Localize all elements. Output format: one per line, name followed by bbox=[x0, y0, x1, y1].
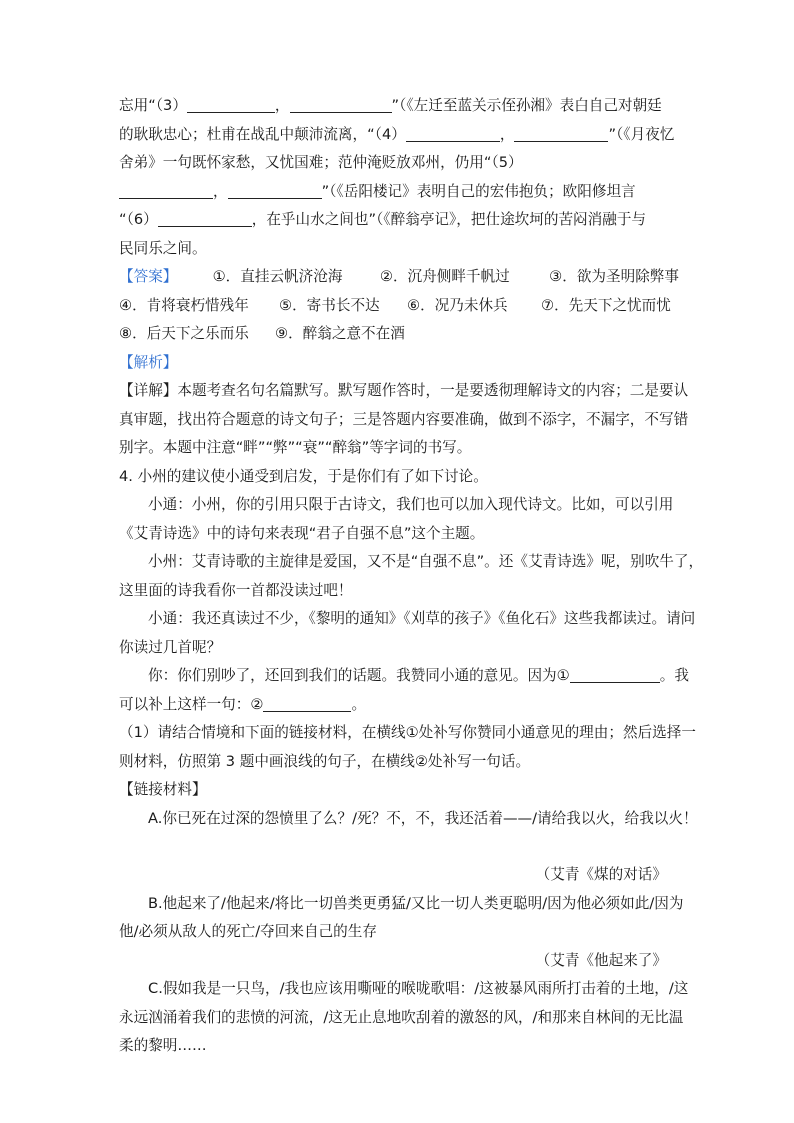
dialogue-line: 小通：我还真读过不少，《黎明的通知》《刈草的孩子》《鱼化石》这些我都读过。请问 bbox=[148, 610, 696, 627]
answer-blank-5b[interactable] bbox=[228, 181, 322, 199]
passage-text: “（6） bbox=[119, 211, 158, 228]
answer-item: ⑧．后天下之乐而乐 bbox=[119, 325, 249, 342]
dialogue-text: 。 bbox=[351, 695, 367, 713]
analysis-detail: 【详解】本题考查名句名篇默写。默写题作答时，一是要透彻理解诗文的内容；二是要认 bbox=[119, 382, 689, 399]
material-c: 永远汹涌着我们的悲愤的河流，/这无止息地吹刮着的激怒的风，/和那来自林间的无比温 bbox=[119, 1008, 684, 1026]
passage-text: ”（《左迁至蓝关示侄孙湘》表白自己对朝廷 bbox=[391, 97, 662, 114]
material-b: B.他起来了/他起来/将比一切兽类更勇猛/又比一切人类更聪明/因为他必须如此/因为 bbox=[148, 894, 684, 912]
answer-blank-6[interactable] bbox=[158, 209, 252, 227]
dialogue-line bbox=[119, 691, 679, 720]
answer-blank-3b[interactable] bbox=[290, 95, 392, 113]
dialogue-line: 《艾青诗选》中的诗句来表现“君子自强不息”这个主题。 bbox=[119, 524, 485, 542]
material-c: 柔的黎明…… bbox=[119, 1037, 207, 1054]
answer-label: 【答案】 bbox=[119, 268, 178, 285]
material-c: C.假如我是一只鸟，/我也应该用嘶哑的喉咙歌唱：/这被暴风雨所打击着的土地，/这 bbox=[148, 980, 689, 997]
passage-text: ”（《月夜忆 bbox=[608, 125, 675, 143]
answer-blank-4a[interactable] bbox=[406, 124, 500, 142]
answer-item: ④．肯将衰朽惜残年 bbox=[119, 296, 249, 314]
dialogue-line: 这里面的诗我看你一首都没读过吧！ bbox=[119, 581, 353, 599]
analysis-detail: 真审题，找出符合题意的诗文句子；三是答题内容要准确，做到不添字，不漏字，不写错 bbox=[119, 410, 689, 428]
dialogue-text: 。我 bbox=[659, 667, 689, 684]
dialogue-line: 小通：小州，你的引用只限于古诗文，我们也可以加入现代诗文。比如，可以引用 bbox=[148, 496, 674, 513]
passage-text: ， bbox=[499, 125, 515, 143]
analysis-label: 【解析】 bbox=[119, 353, 178, 371]
subquestion-text: 则材料，仿照第 3 题中画浪线的句子，在横线②处补写一句话。 bbox=[119, 752, 531, 770]
subquestion-text: （1）请结合情境和下面的链接材料，在横线①处补写你赞同小通意见的理由；然后选择一 bbox=[119, 724, 696, 741]
answer-blank-reason[interactable] bbox=[570, 665, 660, 683]
answer-row-1 bbox=[119, 263, 679, 292]
dialogue-line bbox=[119, 662, 689, 691]
passage-text: ， bbox=[274, 97, 290, 114]
material-a: A.你已死在过深的怨愤里了么？/死？不，不，我还活着——/请给我以火，给我以火！ bbox=[148, 809, 698, 827]
passage-line: 民同乐之间。 bbox=[119, 239, 207, 257]
document-page bbox=[119, 92, 704, 1061]
dialogue-text: 可以补上这样一句：② bbox=[119, 695, 264, 713]
answer-item: ②．沉舟侧畔千帆过 bbox=[379, 268, 510, 285]
answer-item: ⑦．先天下之忧而忧 bbox=[541, 296, 671, 314]
dialogue-line: 你读过几首呢？ bbox=[119, 638, 222, 656]
answer-blank-3a[interactable] bbox=[187, 95, 275, 113]
question-4-intro: 4. 小州的建议使小通受到启发，于是你们有了如下讨论。 bbox=[119, 467, 488, 485]
answer-blank-sentence[interactable] bbox=[263, 694, 351, 712]
passage-text: ，在乎山水之间也”（《醉翁亭记》，把仕途坎坷的苦闷消融于与 bbox=[251, 211, 647, 228]
spacer bbox=[119, 833, 679, 861]
material-b-source: （艾青《他起来了》 bbox=[535, 951, 667, 969]
answer-item: ⑨．醉翁之意不在酒 bbox=[275, 325, 405, 342]
answer-item: ①．直挂云帆济沧海 bbox=[212, 268, 343, 285]
passage-text: 忘用“（3） bbox=[119, 97, 187, 114]
material-a-source: （艾青《煤的对话》 bbox=[535, 866, 667, 883]
answer-blank-5a[interactable] bbox=[119, 181, 213, 199]
passage-text: ”（《岳阳楼记》表明自己的宏伟抱负；欧阳修坦言 bbox=[321, 182, 636, 200]
answer-blank-4b[interactable] bbox=[514, 124, 608, 142]
passage-line bbox=[119, 178, 679, 207]
dialogue-text: 你：你们别吵了，还回到我们的话题。我赞同小通的意见。因为① bbox=[148, 667, 570, 684]
passage-line: 舍弟》一句既怀家愁，又忧国难；范仲淹贬放邓州，仍用“（5） bbox=[119, 154, 523, 171]
answer-row-3 bbox=[119, 320, 679, 349]
analysis-detail: 别字。本题中注意“畔”“弊”“衰”“醉翁”等字词的书写。 bbox=[119, 439, 472, 456]
answer-item: ③．欲为圣明除弊事 bbox=[549, 268, 679, 285]
answer-item: ⑤．寄书长不达 bbox=[279, 296, 380, 314]
passage-text: ， bbox=[213, 182, 228, 200]
passage-text: 的耿耿忠心；杜甫在战乱中颠沛流离，“（4） bbox=[119, 125, 406, 143]
link-material-label: 【链接材料】 bbox=[119, 781, 207, 798]
material-b: 他/必须从敌人的死亡/夺回来自己的生存 bbox=[119, 923, 377, 940]
dialogue-line: 小州：艾青诗歌的主旋律是爱国，又不是“自强不息”。还《艾青诗选》呢，别吹牛了， bbox=[148, 553, 704, 570]
answer-item: ⑥．况乃未休兵 bbox=[407, 296, 508, 314]
passage-line bbox=[119, 121, 679, 150]
passage-line bbox=[119, 206, 679, 235]
passage-line bbox=[119, 92, 679, 121]
answer-row-2 bbox=[119, 292, 679, 321]
